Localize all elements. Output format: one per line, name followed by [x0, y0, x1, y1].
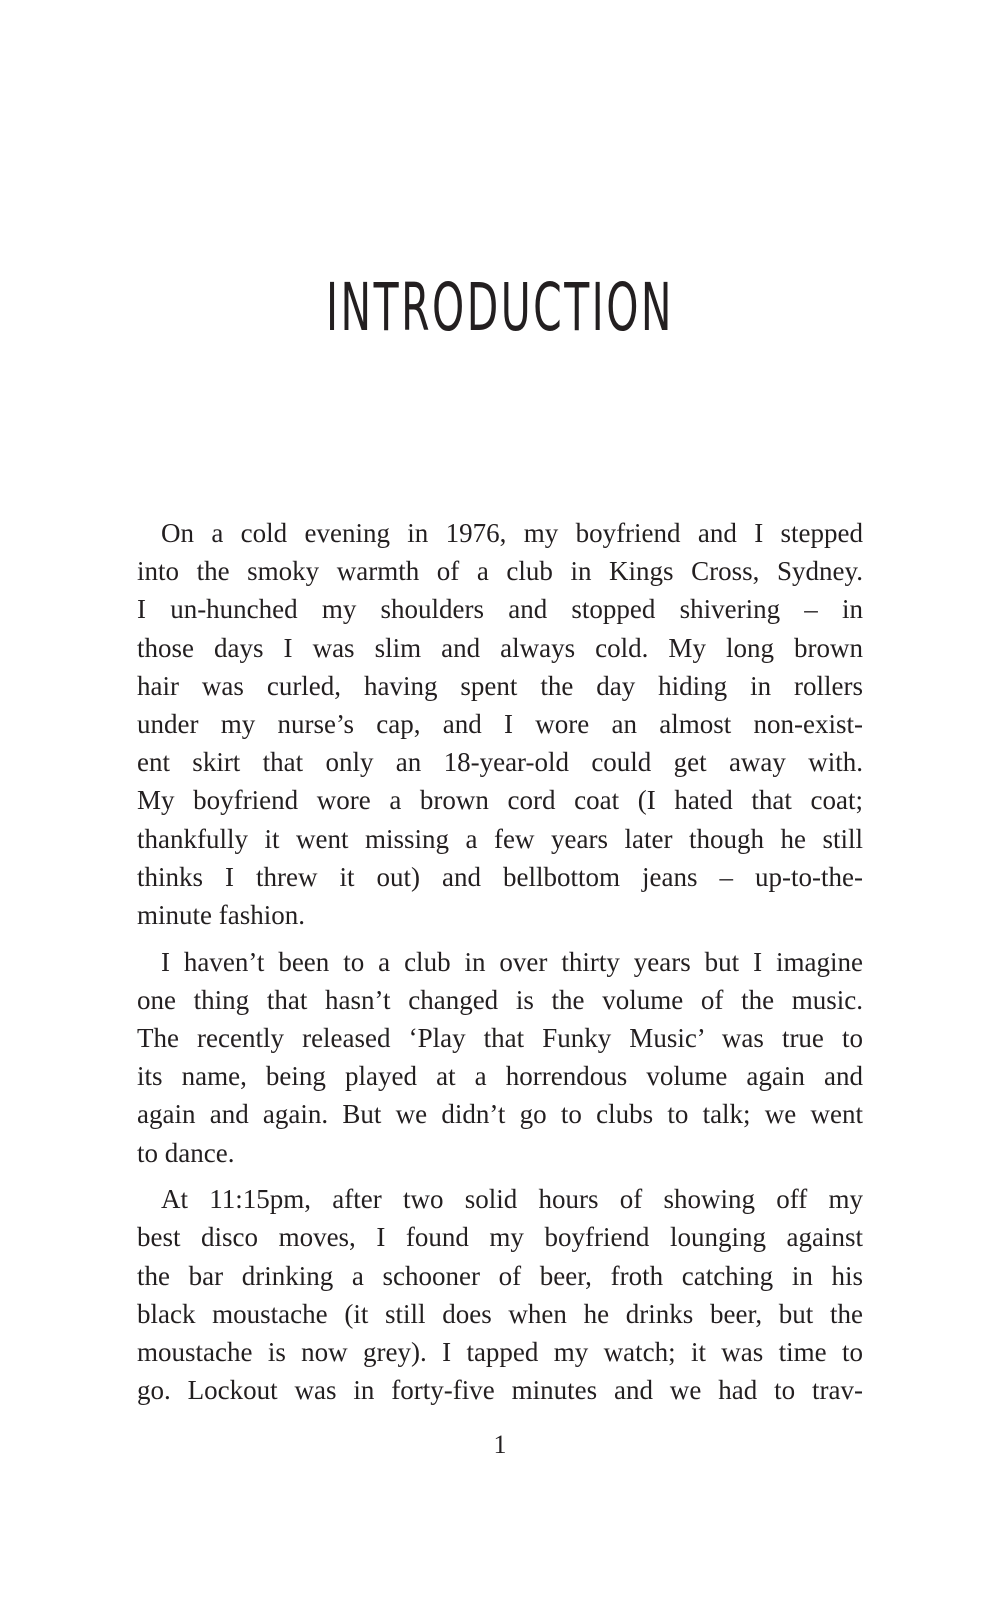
text-line: those days I was slim and always cold. My long brown	[137, 632, 863, 663]
text-line: its name, being played at a horrendous volume again and	[137, 1061, 863, 1092]
text-line: At 11:15pm, after two solid hours of showing off my	[161, 1184, 863, 1215]
text-line: The recently released ‘Play that Funky Music’ was true to	[137, 1022, 863, 1053]
text-line: moustache is now grey). I tapped my watch; it was time to	[137, 1336, 863, 1367]
text-line: to dance.	[137, 1137, 235, 1168]
text-line: hair was curled, having spent the day hiding in rollers	[137, 670, 863, 701]
paragraph	[137, 514, 863, 934]
text-line: I un-hunched my shoulders and stopped shivering – in	[137, 594, 863, 625]
chapter-body	[137, 514, 863, 1409]
text-line: thankfully it went missing a few years later though he still	[137, 823, 863, 854]
page-number: 1	[493, 1430, 507, 1459]
paragraph	[137, 943, 863, 1172]
text-line: again and again. But we didn’t go to clubs to talk; we went	[137, 1099, 863, 1130]
text-line: best disco moves, I found my boyfriend lounging against	[137, 1222, 863, 1253]
text-line: On a cold evening in 1976, my boyfriend and I stepped	[161, 518, 863, 548]
text-line: black moustache (it still does when he drinks beer, but the	[137, 1298, 863, 1329]
paragraph	[137, 1180, 863, 1409]
text-line: thinks I threw it out) and bellbottom jeans – up-to-the-	[137, 861, 863, 892]
text-line: minute fashion.	[137, 899, 305, 930]
text-line: I haven’t been to a club in over thirty years but I imagine	[161, 946, 863, 977]
chapter-title: INTRODUCTION	[326, 269, 674, 346]
text-line: the bar drinking a schooner of beer, froth catching in his	[137, 1260, 863, 1291]
text-line: My boyfriend wore a brown cord coat (I hated that coat;	[137, 785, 863, 816]
text-line: under my nurse’s cap, and I wore an almost non-exist-	[137, 708, 863, 739]
text-line: one thing that hasn’t changed is the volume of the music.	[137, 984, 863, 1015]
text-line: go. Lockout was in forty-five minutes and we had to trav-	[137, 1375, 863, 1406]
text-line: into the smoky warmth of a club in Kings Cross, Sydney.	[137, 556, 863, 587]
text-line: ent skirt that only an 18-year-old could get away with.	[137, 747, 863, 778]
